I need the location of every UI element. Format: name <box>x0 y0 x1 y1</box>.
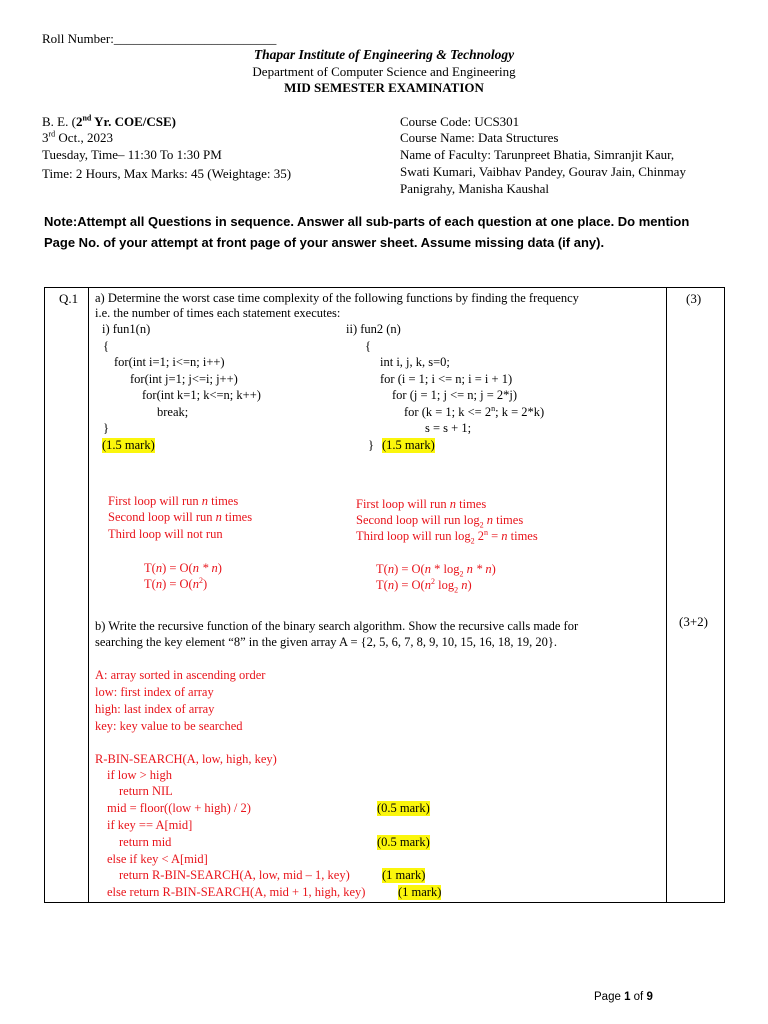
complexity-formula: $T(n) = O(n^2)$ <box>144 575 208 591</box>
column-divider <box>88 287 89 902</box>
department-name: Department of Computer Science and Engineering <box>252 64 516 79</box>
code-line: for(int j=1; j<=i; j++) <box>130 372 238 386</box>
mark-badge: (1 mark) <box>382 868 426 882</box>
algorithm-line: mid = floor((low + high) / 2) <box>107 801 251 815</box>
program-line: B. E. (2nd Yr. COE/CSE) <box>42 113 176 129</box>
marks-part-b: (3+2) <box>679 614 708 629</box>
code-line: for(int i=1; i<=n; i++) <box>114 355 225 369</box>
algorithm-line: if key == A[mid] <box>107 818 193 832</box>
mark-badge: (0.5 mark) <box>377 835 430 849</box>
note-line-1: Note:Attempt all Questions in sequence. Answer all sub-parts of each question at one place. Do mention <box>44 214 690 229</box>
fun2-mark: (1.5 mark) <box>382 438 435 452</box>
algorithm-line: return mid <box>119 835 172 849</box>
fun1-title: i) fun1(n) <box>102 322 151 336</box>
complexity-formula: $T(n) = O(n * \log_2 n * n)$ <box>376 562 496 579</box>
answer-text: Second loop will run n times <box>108 510 253 524</box>
part-a-text-1: a) Determine the worst case time complexity of the following functions by finding the frequency <box>95 291 579 305</box>
part-b-text-1: b) Write the recursive function of the binary search algorithm. Show the recursive calls made for <box>95 619 579 633</box>
algorithm-line: else return R-BIN-SEARCH(A, mid + 1, high, key) <box>107 885 366 899</box>
algorithm-line: if low > high <box>107 768 173 782</box>
column-divider <box>666 287 667 902</box>
faculty-line-2: Swati Kumari, Vaibhav Pandey, Gourav Jain, Chinmay <box>400 164 686 179</box>
answer-text: First loop will run n times <box>108 494 239 508</box>
answer-text: Second loop will run $\log_2 n$ times <box>356 513 524 530</box>
definition-line: high: last index of array <box>95 702 215 716</box>
exam-date: 3rd Oct., 2023 <box>42 129 113 145</box>
code-line: { <box>365 339 371 353</box>
note-line-2: Page No. of your attempt at front page of your answer sheet. Assume missing data (if any). <box>44 235 605 250</box>
algorithm-line: R-BIN-SEARCH(A, low, high, key) <box>95 752 277 766</box>
complexity-formula: $T(n) = O(n^2$ $\log_2 n$) <box>376 576 472 595</box>
part-b-text-2: searching the key element “8” in the given array A = {2, 5, 6, 7, 8, 9, 10, 15, 16, 18, 19, 20}. <box>95 635 558 649</box>
complexity-formula: T(n) = O(n * n) <box>144 561 222 575</box>
fun1-mark: (1.5 mark) <box>102 438 155 452</box>
part-a-text-2: i.e. the number of times each statement executes: <box>95 306 341 320</box>
definition-line: low: first index of array <box>95 685 214 699</box>
code-line: } <box>103 421 109 435</box>
faculty-line-1: Name of Faculty: Tarunpreet Bhatia, Simranjit Kaur, <box>400 147 675 162</box>
course-code: Course Code: UCS301 <box>400 114 520 129</box>
code-line: for (k = 1; $k <= 2^n$; k = 2*k) <box>404 403 545 419</box>
course-name: Course Name: Data Structures <box>400 130 559 145</box>
code-line: int i, j, k, s=0; <box>380 355 450 369</box>
roll-number: Roll Number:_________________________ <box>42 31 277 46</box>
algorithm-line: return NIL <box>119 784 173 798</box>
code-line: { <box>103 339 109 353</box>
faculty-line-3: Panigrahy, Manisha Kaushal <box>400 181 549 196</box>
exam-time: Tuesday, Time– 11:30 To 1:30 PM <box>42 147 222 162</box>
code-line: for (i = 1; i <= n; i = i + 1) <box>380 372 513 386</box>
mark-badge: (1 mark) <box>398 885 442 899</box>
marks-part-a: (3) <box>686 291 702 306</box>
answer-text: Third loop will run $\log_2 2^n = n$ times <box>356 527 538 546</box>
mark-badge: (0.5 mark) <box>377 801 430 815</box>
exam-duration: Time: 2 Hours, Max Marks: 45 (Weightage: 35) <box>42 166 292 181</box>
exam-title: MID SEMESTER EXAMINATION <box>284 80 484 95</box>
institute-name: Thapar Institute of Engineering & Technology <box>253 47 515 62</box>
code-line: break; <box>157 405 189 419</box>
code-line: for (j = 1; j <= n; j = 2*j) <box>392 388 518 402</box>
definition-line: A: array sorted in ascending order <box>95 668 266 682</box>
definition-line: key: key value to be searched <box>95 719 243 733</box>
fun2-title: ii) fun2 (n) <box>346 322 401 336</box>
question-number: Q.1 <box>59 291 79 306</box>
code-line: } <box>368 438 374 452</box>
answer-text: Third loop will not run <box>108 527 223 541</box>
code-line: s = s + 1; <box>425 421 472 435</box>
algorithm-line: else if key < A[mid] <box>107 852 208 866</box>
answer-text: First loop will run n times <box>356 497 487 511</box>
page-number: Page 1 of 9 <box>594 991 653 1003</box>
algorithm-line: return R-BIN-SEARCH(A, low, mid – 1, key) <box>119 868 350 882</box>
code-line: for(int k=1; k<=n; k++) <box>142 388 261 402</box>
